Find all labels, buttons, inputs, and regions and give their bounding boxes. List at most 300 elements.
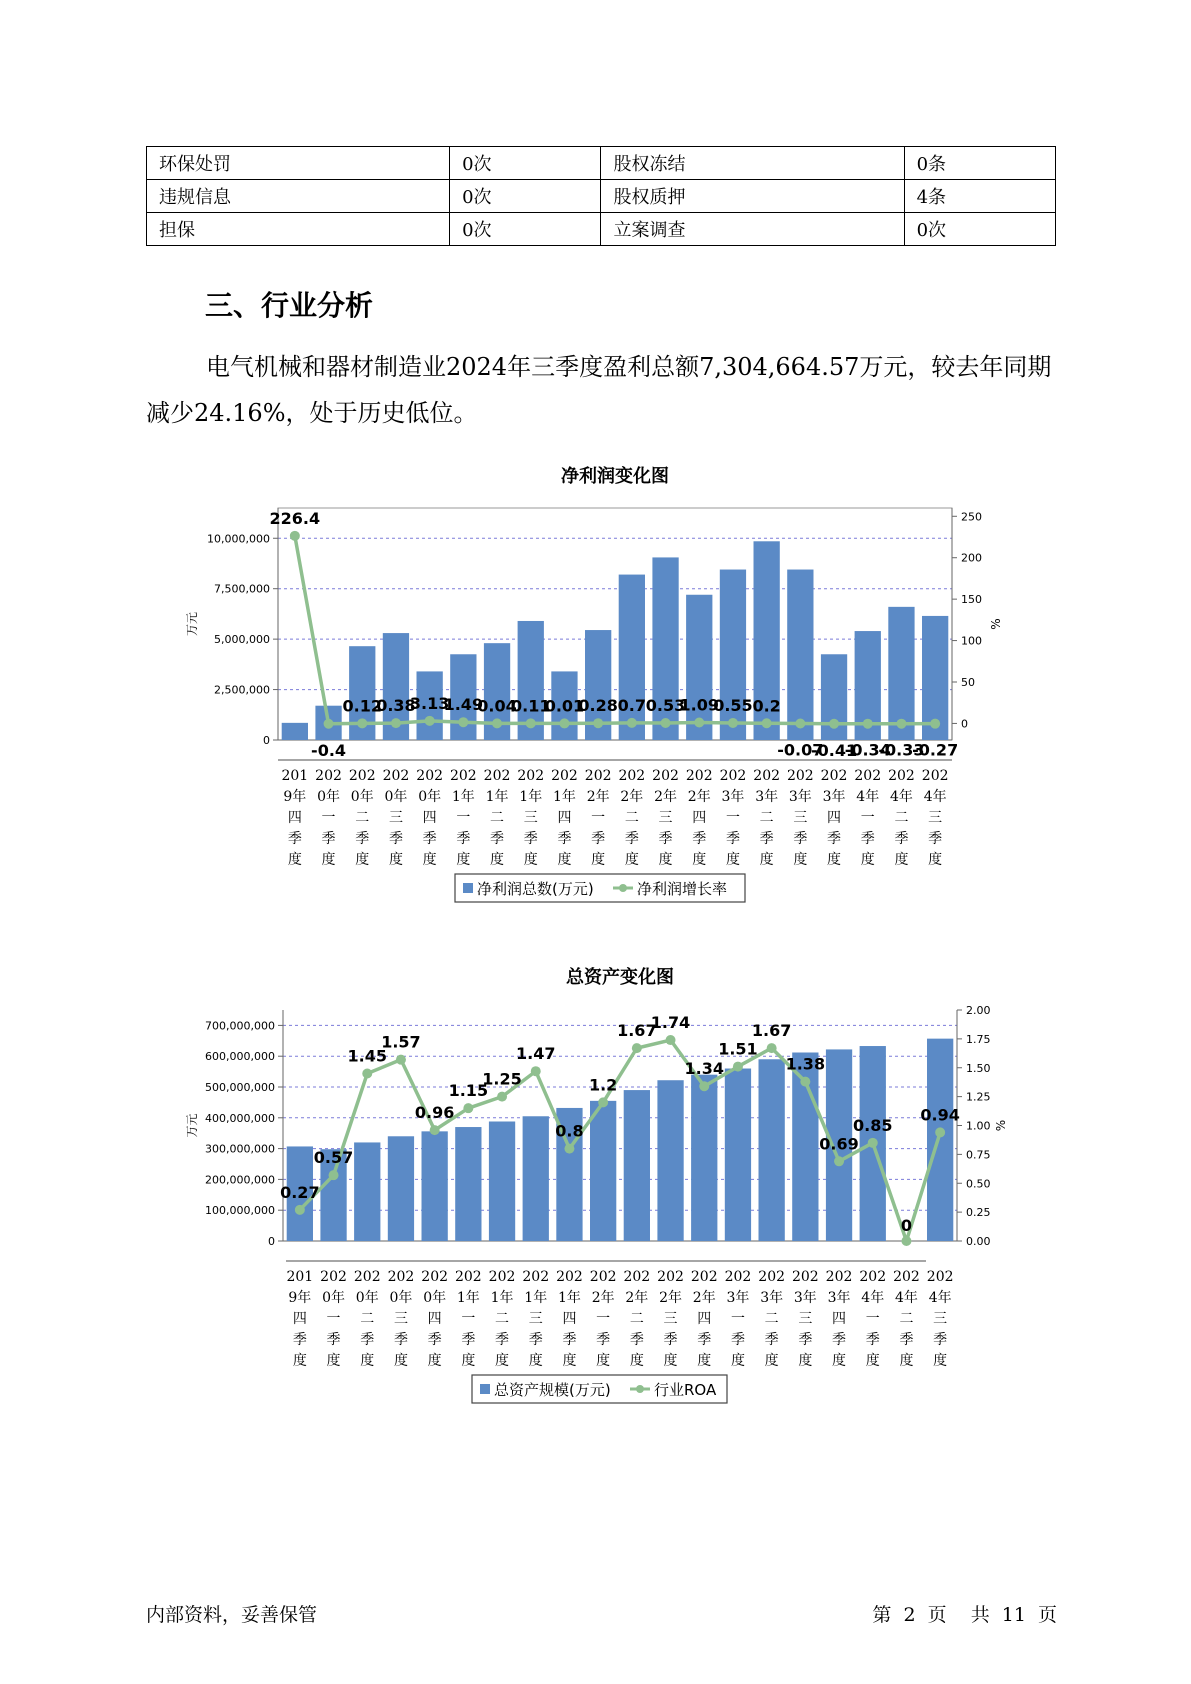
legend-line-marker [619, 884, 627, 892]
chart-title: 净利润变化图 [561, 466, 669, 487]
x-tick-label: 4年 [923, 789, 947, 805]
line-value-label: 0.53 [645, 695, 686, 715]
x-tick-label: 度 [355, 852, 370, 868]
line-point-8 [531, 1066, 541, 1076]
line-value-label: 0.12 [342, 696, 382, 716]
table-value-cell: 0条 [904, 147, 1055, 180]
x-tick-label: 二 [495, 1311, 510, 1327]
x-tick-label: 四 [292, 1311, 307, 1327]
line-value-label: 1.09 [679, 695, 719, 715]
line-point-19 [901, 1236, 911, 1246]
legend-bar-swatch [463, 883, 473, 893]
y-tick-label: 200,000,000 [205, 1173, 275, 1187]
line-point-18 [868, 1138, 878, 1148]
line-value-label: 1.49 [443, 695, 484, 715]
line-point-19 [896, 719, 906, 729]
line-value-label: -0.34 [844, 740, 891, 760]
line-value-label: -0.27 [912, 740, 959, 760]
x-tick-label: 202 [623, 1269, 651, 1285]
line-point-18 [863, 719, 873, 729]
x-tick-label: 四 [557, 810, 572, 826]
x-tick-label: 202 [825, 1269, 853, 1285]
x-tick-label: 度 [899, 1353, 914, 1369]
x-tick-label: 四 [832, 1311, 847, 1327]
line-value-label: 1.74 [650, 1013, 691, 1033]
x-tick-label: 202 [618, 768, 646, 784]
x-tick-label: 季 [591, 831, 606, 847]
x-tick-label: 四 [692, 810, 707, 826]
page-unit: 页 [927, 1604, 947, 1626]
x-tick-label: 度 [393, 1353, 408, 1369]
x-tick-label: 一 [860, 810, 875, 826]
x-tick-label: 度 [928, 852, 943, 868]
bar-5 [422, 1131, 448, 1241]
x-tick-label: 2年 [659, 1290, 683, 1306]
legend-line-label: 净利润增长率 [637, 880, 728, 898]
y-tick-label: 100,000,000 [205, 1204, 275, 1218]
line-point-6 [458, 717, 468, 727]
line-value-label: 0.69 [819, 1134, 859, 1154]
x-tick-label: 度 [624, 852, 639, 868]
total-assets-chart [0, 960, 1191, 1420]
x-tick-label: 3年 [788, 789, 812, 805]
x-tick-label: 度 [860, 852, 875, 868]
x-tick-label: 4年 [894, 1290, 918, 1306]
x-tick-label: 季 [865, 1332, 880, 1348]
y2-tick-label: 0 [961, 717, 968, 731]
x-tick-label: 202 [820, 768, 848, 784]
x-tick-label: 0年 [423, 1290, 447, 1306]
x-tick-label: 四 [562, 1311, 577, 1327]
line-point-12 [661, 718, 671, 728]
x-tick-label: 季 [393, 1332, 408, 1348]
net-profit-chart [0, 460, 1191, 920]
line-value-label: 1.57 [381, 1032, 421, 1052]
x-tick-label: 2年 [687, 789, 711, 805]
x-tick-label: 3年 [726, 1290, 750, 1306]
x-tick-label: 季 [461, 1332, 476, 1348]
table-value-cell: 0次 [450, 213, 601, 246]
x-tick-label: 202 [926, 1269, 954, 1285]
y2-tick-label: 0.50 [966, 1177, 991, 1191]
x-tick-label: 0年 [418, 789, 442, 805]
line-point-5 [430, 1125, 440, 1135]
y-tick-label: 300,000,000 [205, 1142, 275, 1156]
x-tick-label: 2年 [654, 789, 678, 805]
x-tick-label: 季 [562, 1332, 577, 1348]
x-tick-label: 二 [624, 810, 639, 826]
x-tick-label: 202 [690, 1269, 718, 1285]
line-point-13 [694, 718, 704, 728]
line-point-14 [728, 718, 738, 728]
legend-bar-label: 净利润总数(万元) [477, 880, 594, 898]
table-label-cell: 股权质押 [601, 180, 904, 213]
line-value-label: 0.04 [477, 696, 517, 716]
line-value-label: 0.2 [752, 696, 781, 716]
x-tick-label: 度 [360, 1353, 375, 1369]
x-tick-label: 202 [315, 768, 342, 784]
line-point-2 [329, 1170, 339, 1180]
line-value-label: 1.45 [347, 1046, 387, 1066]
x-tick-label: 度 [495, 1353, 510, 1369]
x-tick-label: 二 [759, 810, 774, 826]
x-tick-label: 季 [388, 831, 403, 847]
table-value-cell: 0次 [450, 147, 601, 180]
footer-confidential-note: 内部资料，妥善保管 [146, 1604, 318, 1626]
x-tick-label: 202 [483, 768, 511, 784]
x-tick-label: 2年 [625, 1290, 649, 1306]
x-tick-label: 季 [725, 831, 740, 847]
bar-4 [388, 1136, 414, 1241]
x-tick-label: 202 [348, 768, 376, 784]
line-value-label: 0.55 [713, 695, 753, 715]
line-point-9 [564, 1144, 574, 1154]
line-point-4 [391, 718, 401, 728]
x-tick-label: 1年 [456, 1290, 480, 1306]
x-tick-label: 度 [456, 852, 471, 868]
x-tick-label: 一 [321, 810, 336, 826]
x-tick-label: 202 [893, 1269, 920, 1285]
x-tick-label: 季 [832, 1332, 847, 1348]
table-value-cell: 4条 [904, 180, 1055, 213]
y-tick-label: 10,000,000 [207, 532, 270, 546]
x-tick-label: 3年 [822, 789, 846, 805]
x-tick-label: 三 [393, 1311, 408, 1327]
x-tick-label: 0年 [389, 1290, 413, 1306]
x-tick-label: 三 [793, 810, 808, 826]
y2-axis-label: % [989, 618, 1003, 630]
y2-tick-label: 0.00 [966, 1235, 991, 1248]
x-tick-label: 度 [528, 1353, 543, 1369]
x-tick-label: 2年 [586, 789, 610, 805]
bar-3 [354, 1142, 380, 1241]
bar-16 [787, 570, 813, 740]
x-tick-label: 季 [326, 1332, 341, 1348]
line-value-label: 0.7 [617, 695, 647, 715]
line-value-label: -0.33 [878, 740, 925, 760]
y-tick-label: 0 [268, 1235, 275, 1248]
line-value-label: 0.8 [555, 1121, 584, 1141]
x-tick-label: 202 [421, 1269, 449, 1285]
x-tick-label: 度 [658, 852, 673, 868]
x-tick-label: 一 [591, 810, 606, 826]
x-tick-label: 1年 [485, 789, 509, 805]
x-tick-label: 202 [753, 768, 781, 784]
page-prefix: 第 [872, 1604, 892, 1626]
x-tick-label: 三 [933, 1311, 948, 1327]
x-tick-label: 度 [764, 1353, 779, 1369]
x-tick-label: 0年 [350, 789, 374, 805]
x-tick-label: 9年 [283, 789, 307, 805]
x-tick-label: 202 [724, 1269, 752, 1285]
table-row [147, 180, 1056, 213]
line-point-9 [559, 718, 569, 728]
y-tick-label: 0 [263, 734, 270, 747]
line-value-label: 0.85 [853, 1115, 893, 1135]
y2-tick-label: 0.25 [966, 1206, 991, 1220]
line-point-1 [290, 531, 300, 541]
bar-14 [725, 1069, 751, 1241]
section-title: 三、行业分析 [205, 289, 374, 322]
x-tick-label: 度 [326, 1353, 341, 1369]
x-tick-label: 202 [791, 1269, 819, 1285]
y2-tick-label: 1.50 [966, 1061, 991, 1075]
line-value-label: 1.25 [482, 1069, 522, 1089]
x-tick-label: 三 [798, 1311, 813, 1327]
x-tick-label: 季 [793, 831, 808, 847]
x-tick-label: 202 [320, 1269, 347, 1285]
line-point-3 [357, 718, 367, 728]
x-tick-label: 202 [449, 768, 477, 784]
x-tick-label: 二 [355, 810, 370, 826]
x-tick-label: 二 [899, 1311, 914, 1327]
x-tick-label: 度 [798, 1353, 813, 1369]
line-point-13 [699, 1081, 709, 1091]
table-value-cell: 0次 [904, 213, 1055, 246]
table-row [147, 213, 1056, 246]
x-tick-label: 202 [517, 768, 545, 784]
x-tick-label: 季 [557, 831, 572, 847]
y-tick-label: 5,000,000 [214, 633, 270, 647]
x-tick-label: 四 [697, 1311, 712, 1327]
line-value-label: 0.27 [280, 1182, 320, 1202]
x-tick-label: 季 [692, 831, 707, 847]
bar-10 [590, 1101, 616, 1241]
line-point-8 [526, 718, 536, 728]
x-tick-label: 202 [589, 1269, 617, 1285]
line-point-17 [834, 1156, 844, 1166]
line-value-label: 1.15 [448, 1081, 489, 1101]
x-tick-label: 2年 [692, 1290, 716, 1306]
bar-15 [759, 1059, 785, 1241]
table-value-cell: 0次 [450, 180, 601, 213]
table-label-cell: 立案调查 [601, 213, 904, 246]
x-tick-label: 度 [759, 852, 774, 868]
x-tick-label: 4年 [928, 1290, 952, 1306]
line-point-14 [733, 1062, 743, 1072]
x-tick-label: 一 [725, 810, 740, 826]
x-tick-label: 2年 [591, 1290, 615, 1306]
x-tick-label: 季 [360, 1332, 375, 1348]
x-tick-label: 季 [827, 831, 842, 847]
x-tick-label: 度 [591, 852, 606, 868]
x-tick-label: 季 [292, 1332, 307, 1348]
x-tick-label: 202 [522, 1269, 550, 1285]
total-pages: 11 [1001, 1604, 1026, 1626]
x-tick-label: 度 [725, 852, 740, 868]
x-tick-label: 202 [657, 1269, 684, 1285]
line-point-16 [800, 1077, 810, 1087]
x-tick-label: 202 [387, 1269, 415, 1285]
x-tick-label: 度 [692, 852, 707, 868]
x-tick-label: 202 [758, 1269, 786, 1285]
line-value-label: 1.34 [684, 1059, 724, 1079]
line-point-5 [425, 716, 435, 726]
x-tick-label: 二 [629, 1311, 644, 1327]
y-axis-label: 万元 [185, 1113, 199, 1138]
y2-tick-label: 1.00 [966, 1119, 991, 1133]
x-tick-label: 0年 [317, 789, 341, 805]
x-tick-label: 季 [894, 831, 909, 847]
x-tick-label: 季 [495, 1332, 510, 1348]
bar-11 [619, 575, 645, 740]
line-point-7 [492, 718, 502, 728]
chart-title: 总资产变化图 [566, 967, 674, 988]
x-tick-label: 4年 [856, 789, 880, 805]
x-tick-label: 度 [287, 852, 302, 868]
x-tick-label: 季 [899, 1332, 914, 1348]
x-tick-label: 三 [523, 810, 538, 826]
bar-8 [523, 1116, 549, 1241]
x-tick-label: 四 [827, 810, 842, 826]
x-tick-label: 202 [719, 768, 747, 784]
x-tick-label: 度 [832, 1353, 847, 1369]
x-tick-label: 四 [287, 810, 302, 826]
x-tick-label: 202 [859, 1269, 887, 1285]
bar-7 [489, 1121, 515, 1241]
x-tick-label: 1年 [490, 1290, 514, 1306]
line-value-label: 3.13 [409, 693, 450, 713]
x-tick-label: 度 [388, 852, 403, 868]
x-tick-label: 202 [488, 1269, 516, 1285]
x-tick-label: 1年 [524, 1290, 548, 1306]
line-point-1 [295, 1205, 305, 1215]
x-tick-label: 季 [658, 831, 673, 847]
x-tick-label: 一 [865, 1311, 880, 1327]
table-label-cell: 股权冻结 [601, 147, 904, 180]
x-tick-label: 3年 [827, 1290, 851, 1306]
line-value-label: -0.4 [311, 740, 347, 760]
line-point-11 [632, 1043, 642, 1053]
y-tick-label: 2,500,000 [214, 683, 270, 697]
y-axis-label: 万元 [185, 611, 199, 637]
x-tick-label: 202 [921, 768, 949, 784]
line-point-15 [767, 1043, 777, 1053]
line-value-label: 0.01 [544, 696, 585, 716]
line-value-label: 0.57 [313, 1148, 354, 1168]
x-tick-label: 季 [764, 1332, 779, 1348]
line-value-label: 1.38 [785, 1054, 826, 1074]
x-tick-label: 度 [933, 1353, 948, 1369]
y2-tick-label: 100 [961, 634, 982, 648]
line-point-4 [396, 1055, 406, 1065]
x-tick-label: 201 [281, 768, 309, 784]
x-tick-label: 季 [528, 1332, 543, 1348]
line-value-label: 1.47 [516, 1044, 556, 1064]
x-tick-label: 201 [286, 1269, 314, 1285]
line-value-label: 0.94 [920, 1105, 960, 1125]
total-unit: 页 [1037, 1604, 1057, 1626]
line-point-20 [930, 719, 940, 729]
x-tick-label: 0年 [355, 1290, 379, 1306]
x-tick-label: 季 [624, 831, 639, 847]
x-tick-label: 度 [461, 1353, 476, 1369]
y2-tick-label: 1.25 [966, 1090, 991, 1104]
bar-13 [691, 1075, 717, 1241]
y-tick-label: 700,000,000 [205, 1019, 275, 1033]
x-tick-label: 度 [292, 1353, 307, 1369]
x-tick-label: 202 [888, 768, 915, 784]
x-tick-label: 202 [416, 768, 444, 784]
x-tick-label: 季 [759, 831, 774, 847]
x-tick-label: 度 [557, 852, 572, 868]
x-tick-label: 度 [427, 1353, 442, 1369]
x-tick-label: 202 [454, 1269, 482, 1285]
line-point-7 [497, 1092, 507, 1102]
bar-20 [927, 1039, 953, 1241]
x-tick-label: 1年 [557, 1290, 581, 1306]
total-prefix: 共 [970, 1604, 990, 1626]
x-tick-label: 一 [456, 810, 471, 826]
x-tick-label: 4年 [889, 789, 913, 805]
line-value-label: 0.38 [376, 696, 416, 716]
bar-11 [624, 1090, 650, 1241]
x-tick-label: 季 [523, 831, 538, 847]
y-tick-label: 7,500,000 [214, 582, 270, 596]
x-tick-label: 度 [865, 1353, 880, 1369]
line-value-label: -0.07 [777, 740, 824, 760]
line-point-11 [627, 718, 637, 728]
x-tick-label: 一 [730, 1311, 745, 1327]
table-label-cell: 环保处罚 [147, 147, 450, 180]
x-tick-label: 度 [663, 1353, 678, 1369]
x-tick-label: 季 [456, 831, 471, 847]
x-tick-label: 202 [556, 1269, 583, 1285]
line-value-label: 1.67 [617, 1021, 657, 1041]
line-value-label: 226.4 [269, 508, 321, 528]
line-point-3 [362, 1069, 372, 1079]
x-tick-label: 202 [652, 768, 679, 784]
y2-tick-label: 0.75 [966, 1148, 991, 1162]
line-point-2 [324, 719, 334, 729]
x-tick-label: 一 [461, 1311, 476, 1327]
x-tick-label: 度 [730, 1353, 745, 1369]
x-tick-label: 季 [427, 1332, 442, 1348]
x-tick-label: 三 [528, 1311, 543, 1327]
x-tick-label: 3年 [793, 1290, 817, 1306]
x-tick-label: 202 [854, 768, 882, 784]
y2-tick-label: 2.00 [966, 1004, 991, 1017]
y-tick-label: 500,000,000 [205, 1081, 275, 1094]
x-tick-label: 一 [326, 1311, 341, 1327]
x-tick-label: 202 [382, 768, 410, 784]
x-tick-label: 三 [658, 810, 673, 826]
x-tick-label: 9年 [288, 1290, 312, 1306]
legend-line-label: 行业ROA [654, 1381, 717, 1399]
line-point-17 [829, 719, 839, 729]
x-tick-label: 3年 [721, 789, 745, 805]
x-tick-label: 二 [490, 810, 505, 826]
x-tick-label: 度 [697, 1353, 712, 1369]
x-tick-label: 季 [287, 831, 302, 847]
x-tick-label: 度 [596, 1353, 611, 1369]
y2-axis-label: % [994, 1119, 1008, 1132]
line-point-20 [935, 1127, 945, 1137]
bar-12 [657, 1080, 683, 1241]
risk-info-table [146, 146, 1056, 246]
x-tick-label: 三 [388, 810, 403, 826]
line-point-10 [598, 1097, 608, 1107]
x-tick-label: 二 [764, 1311, 779, 1327]
x-tick-label: 季 [798, 1332, 813, 1348]
x-tick-label: 季 [860, 831, 875, 847]
x-tick-label: 202 [551, 768, 578, 784]
line-value-label: -0.41 [810, 740, 858, 760]
y2-tick-label: 1.75 [966, 1032, 991, 1046]
table-label-cell: 违规信息 [147, 180, 450, 213]
y2-tick-label: 50 [961, 676, 975, 689]
x-tick-label: 4年 [861, 1290, 885, 1306]
